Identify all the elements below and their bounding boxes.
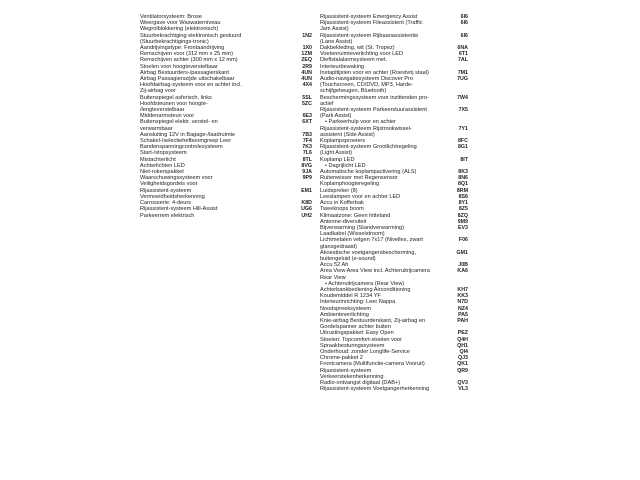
option-code: PA5 [458, 311, 468, 318]
equipment-description: Instapltijsten voor en achter (Roestvrij staal) [320, 69, 429, 76]
equipment-description: Niet-rokerspakket [140, 169, 184, 176]
option-code: 8IT [460, 156, 468, 163]
equipment-description: Parkeerrem elektrisch [140, 212, 195, 219]
equipment-row [140, 101, 312, 113]
equipment-description: Ruitenwisser met Regensensor [320, 175, 398, 182]
option-code: QI4 [459, 348, 468, 355]
option-code: QK1 [457, 361, 468, 368]
equipment-row [140, 82, 312, 94]
equipment-description: Rijassistent-systeem Parkeerstuurassistent (Park Assist) [320, 107, 427, 120]
equipment-description: Uitrustingspakket: Easy Open [320, 330, 394, 337]
equipment-description: Stoelen voor hoogteverstelbaar [140, 63, 218, 70]
equipment-row [140, 33, 312, 45]
option-code: 8FC [457, 138, 468, 145]
option-code: QR9 [457, 367, 468, 374]
equipment-description: Bandenspanningcontrolesysteem [140, 144, 223, 151]
equipment-row [320, 318, 468, 330]
equipment-description: Aansluiting 12V in Bagage-/laadruimte [140, 131, 236, 138]
equipment-description: Airbag Bestuurders-/passagierskant [140, 69, 229, 76]
equipment-row [320, 107, 468, 119]
equipment-description: Radio-ontvangst digitaal (DAB+) [320, 379, 401, 386]
option-code: 6XT [302, 119, 312, 126]
equipment-description: Rijassistent-systeem Rijbaanassistentie (Lane Assist) [320, 32, 419, 45]
equipment-description: Rijassistent-systeem Voetgangerherkenning [320, 386, 430, 393]
equipment-description: Rijassistent-systeem Grootlichtregeling (Light Assist) [320, 144, 417, 157]
option-code: 7X5 [458, 107, 468, 114]
equipment-description: Audio-navigatiesysteem Discover Pro (Touchscreen, CD/DVD, MP3, Harde- schijfgeheugen, Bluetooth) [320, 76, 413, 95]
option-code: GM1 [456, 249, 468, 256]
equipment-description: Wegrolblokkering (elektronisch) [140, 26, 219, 33]
equipment-description: Remschijven voor (312 mm x 25 mm) [140, 51, 233, 58]
equipment-description: Dieflstalalarmsysteem met. [320, 57, 388, 64]
option-code: 6I6 [460, 32, 468, 39]
option-code: KA6 [457, 268, 468, 275]
option-code: 7L6 [302, 150, 312, 157]
option-code: QV3 [457, 379, 468, 386]
equipment-description: Luidspreker (8) [320, 187, 358, 194]
equipment-description: Knie-airbag Bestuurderskant, Zij-airbag en Gordelspanner achter buiten [320, 317, 426, 331]
option-code: 2R9 [302, 63, 312, 70]
equipment-description: • Dagrijlicht LED [325, 162, 366, 169]
option-code: 7B3 [302, 131, 312, 138]
option-code: 6NA [457, 45, 468, 52]
option-code: 5ZC [301, 100, 312, 107]
equipment-description: Beschermingssysteem voor inzittenden pro- actief [320, 94, 429, 107]
equipment-description: Rijassistent-systeem Fileassistent (Traffic Jam Assist) [320, 20, 423, 33]
equipment-description: Weergave voor Waswaterniveau [140, 20, 221, 27]
equipment-description: Tweeknops boom [320, 206, 364, 213]
option-code: EM1 [301, 187, 312, 194]
equipment-row [320, 268, 468, 280]
equipment-row [320, 95, 468, 107]
option-code: Q4H [457, 336, 468, 343]
option-code: PEZ [457, 330, 468, 337]
option-code: 8TL [302, 156, 312, 163]
equipment-list-left [140, 14, 312, 219]
equipment-description: Accu 52 Ah [320, 262, 349, 269]
option-code: 6T1 [458, 51, 468, 58]
equipment-description: Hoofdairbag-systeem voor en achter incl. Zij-airbag voor [140, 82, 242, 95]
option-code: 8Q1 [457, 181, 468, 188]
option-code: 6I6 [460, 20, 468, 27]
option-code: 6I6 [460, 14, 468, 20]
equipment-description: Buitenspiegel asferisch, links [140, 94, 212, 101]
option-code: 6E3 [302, 113, 312, 120]
equipment-description: Airbag Passagierszijde uitschakelbaar [140, 76, 235, 83]
equipment-row [320, 237, 468, 249]
equipment-description: Rijassistent-systeem Vermoeidheidsherkenning [140, 187, 205, 200]
option-code: 7F4 [302, 138, 312, 145]
equipment-description: Area View Area View incl. Achteruitrijcamera Rear View [320, 268, 430, 281]
equipment-row [320, 126, 468, 138]
equipment-row [320, 250, 468, 262]
equipment-description: Onderhoud: zonder Longlife-Service [320, 348, 410, 355]
equipment-row [320, 368, 468, 380]
equipment-description: • Achteruitrijcamera (Rear View) [325, 280, 405, 287]
equipment-description: Chrome-pakket 2 [320, 355, 363, 362]
option-code: EV3 [457, 224, 468, 231]
equipment-description: Dakbekleding, wit (St. Tropez) [320, 45, 395, 52]
option-code: 8RM [456, 187, 468, 194]
option-code: PAH [457, 317, 468, 324]
option-code: 7M1 [457, 69, 468, 76]
equipment-description: Stuurbekrachtiging elektronisch gestuurd (Stuurbekrachtigings-tronic) [140, 32, 242, 45]
option-code: 4UN [301, 69, 312, 76]
option-code: 7K3 [302, 144, 312, 151]
equipment-description: Buitenspiegel elektr. verstel- en verwarmbaar [140, 119, 218, 132]
equipment-description: Noodspreeksysteem [320, 305, 371, 312]
equipment-description: Laadkabel (Wisselstroom) [320, 231, 385, 238]
option-code: 1ZM [301, 51, 312, 58]
equipment-description: Ambienteverlichting [320, 311, 369, 318]
equipment-row [140, 175, 312, 187]
equipment-description: Spraakbesturingssysteem [320, 342, 385, 349]
option-code: QJ3 [457, 355, 468, 362]
equipment-description: Aandrijvingstype: Frontaandrijving [140, 45, 225, 52]
equipment-description: Lichtmetalen velgen 7x17 (Nivelles, zwart glansgedraaid) [320, 237, 423, 250]
option-code: K8D [301, 200, 312, 207]
option-code: N7D [457, 299, 468, 306]
equipment-description: Interieurinrichting: Leer Nappa [320, 299, 396, 306]
option-code: 8VG [301, 162, 312, 169]
option-code: 8N6 [458, 175, 468, 182]
equipment-description: Hoofdsteunen voor hoogte- /lengteverstelbaar [140, 100, 208, 114]
equipment-row [320, 76, 468, 95]
option-code: 8G1 [457, 144, 468, 151]
option-code: 9M9 [457, 218, 468, 225]
option-code: 8Y1 [458, 200, 468, 207]
equipment-row [140, 188, 312, 200]
option-code: 7UG [457, 76, 468, 83]
option-code: QH1 [457, 342, 468, 349]
equipment-description: Stoelen: Topcomfort-stoelen voor [320, 336, 402, 343]
equipment-description: • Parkeerhulp voor en achter [325, 119, 396, 126]
option-code: 1X0 [302, 45, 312, 52]
option-code: 1N2 [302, 32, 312, 39]
equipment-row [140, 119, 312, 131]
equipment-description: Koplamphoogteregeling [320, 181, 380, 188]
equipment-description: Accu in Kofferbak [320, 200, 364, 207]
option-code: 5SL [302, 94, 312, 101]
option-code: 8S6 [458, 193, 468, 200]
equipment-description: Remschijven achter (300 mm x 12 mm) [140, 57, 238, 64]
equipment-description: Start-/stopsysteem [140, 150, 187, 157]
option-code: UH2 [301, 212, 312, 219]
equipment-description: Bijverwarming (Standverwarming) [320, 224, 404, 231]
option-code: 9P9 [302, 175, 312, 182]
option-code: 7AL [457, 57, 468, 64]
option-code: J0B [458, 262, 468, 269]
equipment-description: Rijassistent-systeem Hill-Assist [140, 206, 218, 213]
equipment-description: Achterlichten LED [140, 162, 185, 169]
option-code: 4X4 [302, 82, 312, 89]
option-code: UG6 [301, 206, 312, 213]
equipment-row [320, 144, 468, 156]
equipment-row [320, 33, 468, 45]
equipment-description: Automatische koplampactivering (ALS) [320, 169, 417, 176]
option-code: 4UN [301, 76, 312, 83]
equipment-description: Koudemiddel R 1234 YF [320, 293, 381, 300]
option-code: 8ZQ [457, 212, 468, 219]
equipment-description: Schakel-/selectiehefboomgreep Leer [140, 138, 232, 145]
equipment-description: Rijassistent-systeem Rijstrookwissel- assistent (Side Assist) [320, 125, 412, 138]
equipment-row [140, 213, 312, 219]
option-code: 8K3 [458, 169, 468, 176]
equipment-description: Antenne-diversiteit [320, 218, 367, 225]
option-code: KK3 [457, 293, 468, 300]
option-code: 9JA [302, 169, 312, 176]
equipment-description: Middenarmsteun voor [140, 113, 195, 120]
option-code: 7Y1 [458, 125, 468, 132]
equipment-description: Akoestische voetgangersbescherming, buitengeluid (e-sound) [320, 249, 417, 262]
option-code: 2EQ [301, 57, 312, 64]
option-code: F06 [458, 237, 468, 244]
equipment-row [320, 386, 468, 392]
equipment-description: Koplamp LED [320, 156, 355, 163]
equipment-description: Leeslampen voor en achter LED [320, 193, 401, 200]
equipment-description: Rijassistent-systeem Emergency Assist [320, 14, 418, 20]
equipment-description: Waarschuwingssysteem voor Veiligheidsgordels voor [140, 175, 213, 188]
option-code: 8Z5 [458, 206, 468, 213]
equipment-description: Voetenruimteverlichting voor LED [320, 51, 404, 58]
equipment-description: Carrosserie: 4-deurs [140, 200, 191, 207]
equipment-description: Klimaatzone: Geen hitteland [320, 212, 391, 219]
equipment-list-right [320, 14, 468, 392]
equipment-description: Ventilatorsysteem: Brose [140, 14, 202, 20]
option-code: 7W4 [457, 94, 468, 101]
equipment-description: Interieurbewaking [320, 63, 365, 70]
option-code: NZ4 [457, 305, 468, 312]
equipment-description: Achterbankbediening Airconditioning [320, 286, 411, 293]
option-code: KH7 [457, 286, 468, 293]
equipment-description: Rijassistent-systeem Verkeerstekenherkenning [320, 367, 384, 380]
option-code: VL3 [458, 386, 468, 393]
equipment-row [320, 20, 468, 32]
equipment-description: Mistachterlicht [140, 156, 176, 163]
equipment-description: Frontcamera (Multifunctie-camera Vooruit) [320, 361, 425, 368]
equipment-description: Koplampsproeiers [320, 138, 366, 145]
